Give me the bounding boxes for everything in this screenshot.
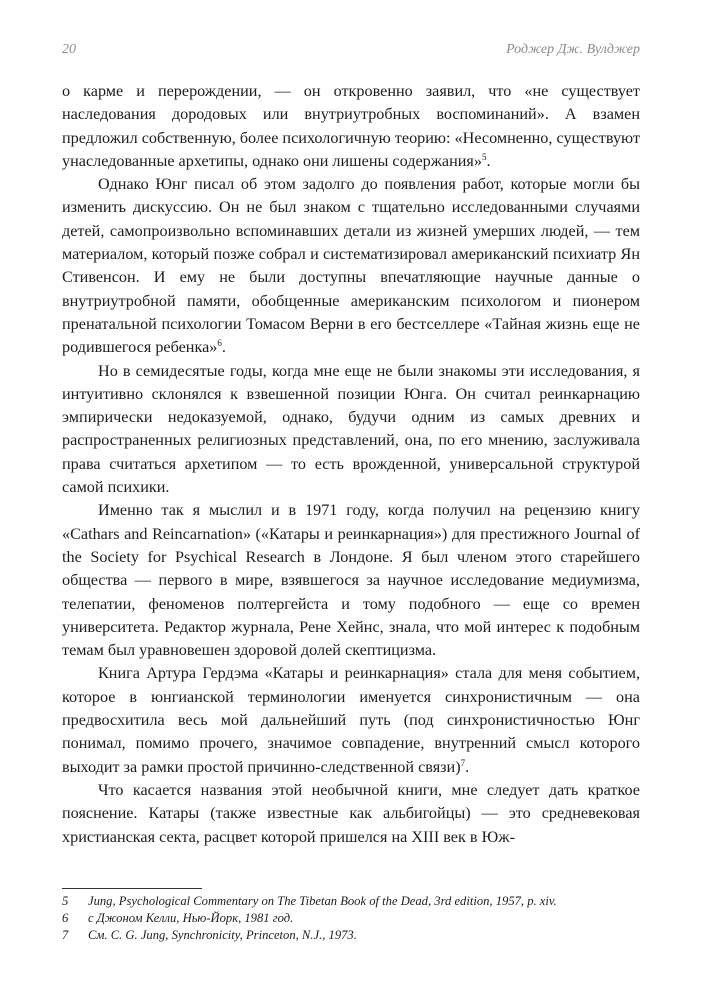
paragraph [62, 499, 640, 662]
footnote-number: 7 [62, 928, 69, 942]
footnote-number: 5 [62, 894, 69, 908]
running-head-author: Роджер Дж. Вулджер [506, 42, 640, 57]
paragraph-text: Что касается названия этой необычной книги, мне следует дать краткое пояснение. Катары (также известные как альбигойцы) — это средневековая христианская секта, расцвет которой пришелся на XIII век в Юж- [62, 780, 640, 846]
footnote-ref[interactable]: 5 [481, 151, 487, 162]
running-head [62, 42, 640, 58]
page-number: 20 [62, 42, 76, 57]
paragraph: Однако Юнг писал об этом задолго до появления работ, которые могли бы изменить дискуссию. Он не был знаком с тщательно исследованными случаями детей, самопроизвольно вспоминавших детали из жизней умерших людей, — тем материалом, который позже собрал и систематизировал американский психиатр Ян Стивенсон. И ему не были доступны впечатляющие научные данные о внутриутробной памяти, обобщенные американским психологом и пионером пренатальной психологии Томасом Верни в его бестселлере «Тайная жизнь еще не родившегося ребенка»$^6$. [62, 175, 640, 357]
paragraph-text: Книга Артура Гердэма «Катары и реинкарнация» стала для меня событием, которое в юнгианской терминологии именуется синхронистичным — она предвосхитила весь мой дальнейший путь (под синхронистичностью Юнг понимал, помимо прочего, значимое совпадение, внутренний смысл которого выходит за рамки простой причинно-следственной связи) [62, 664, 640, 776]
paragraph: Книга Артура Гердэма «Катары и реинкарнация» стала для меня событием, которое в юнгианской терминологии именуется синхронистичным — она предвосхитила весь мой дальнейший путь (под синхронистичностью Юнг понимал, помимо прочего, значимое совпадение, внутренний смысл которого выходит за рамки простой причинно-следственной связи)$^7$. [62, 664, 640, 776]
paragraph-text: Но в семидесятые годы, когда мне еще не были знакомы эти исследования, я интуитивно склонялся к взвешенной позиции Юнга. Он считал реинкарнацию эмпирически недоказуемой, однако, будучи одним из самых древних и распространенных религиозных представлений, она, по его мнению, заслуживала права считаться архетипом — то есть врожденной, универсальной структурой самой психики. [62, 361, 640, 497]
footnote-text: Jung, Psychological Commentary on The Tibetan Book of the Dead, 3rd edition, 1957, p. xiv. [88, 894, 557, 908]
paragraph-text: Однако Юнг писал об этом задолго до появления работ, которые могли бы изменить дискуссию. Он не был знаком с тщательно исследованными случаями детей, самопроизвольно вспоминавших детали из жизней умерших людей, — тем материалом, который позже собрал и систематизировал американский психиатр Ян Стивенсон. И ему не были доступны впечатляющие научные данные о внутриутробной памяти, обобщенные американским психологом и пионером пренатальной психологии Томасом Верни в его бестселлере «Тайная жизнь еще не родившегося ребенка» [62, 175, 640, 357]
footnote [62, 910, 640, 927]
paragraph-text: Именно так я мыслил и в 1971 году, когда получил на рецензию книгу «Cathars and Reincarnation» («Катары и реинкарнация») для престижного Journal of the Society for Psychical Research в Лондоне. Я был членом этого старейшего общества — первого в мире, взявшегося за научное исследование медиумизма, телепатии, феноменов полтергейста и тому подобного — еще со времен университета. Редактор журнала, Рене Хейнс, знала, что мой интерес к подобным темам был уравновешен здоровой долей скептицизма. [62, 501, 640, 660]
footnotes [62, 893, 640, 944]
paragraph [62, 360, 640, 500]
footnote [62, 927, 640, 944]
footnote-text: с Джоном Келли, Нью-Йорк, 1981 год. [88, 911, 294, 925]
paragraph: о карме и перерождении, — он откровенно заявил, что «не существует наследования дородовых или внутриутробных воспоминаний». А взамен предложил собственную, более психологичную теорию: «Несомненно, существуют унаследованные архетипы, однако они лишены содержания»$^5$. [62, 82, 641, 170]
paragraph [62, 779, 640, 849]
footnote-ref[interactable]: 6 [217, 338, 222, 349]
footnote-text: См. C. G. Jung, Synchronicity, Princeton, N.J., 1973. [88, 928, 357, 942]
footnote [62, 893, 640, 910]
footnote-ref[interactable]: 7 [460, 757, 466, 768]
footnote-number: 6 [62, 911, 69, 925]
footnote-divider [62, 888, 202, 889]
paragraph-text: о карме и перерождении, — он откровенно заявил, что «не существует наследования дородовых или внутриутробных воспоминаний». А взамен предложил собственную, более психологичную теорию: «Несомненно, существуют унаследованные архетипы, однако они лишены содержания» [62, 82, 641, 170]
body-text [62, 80, 640, 849]
